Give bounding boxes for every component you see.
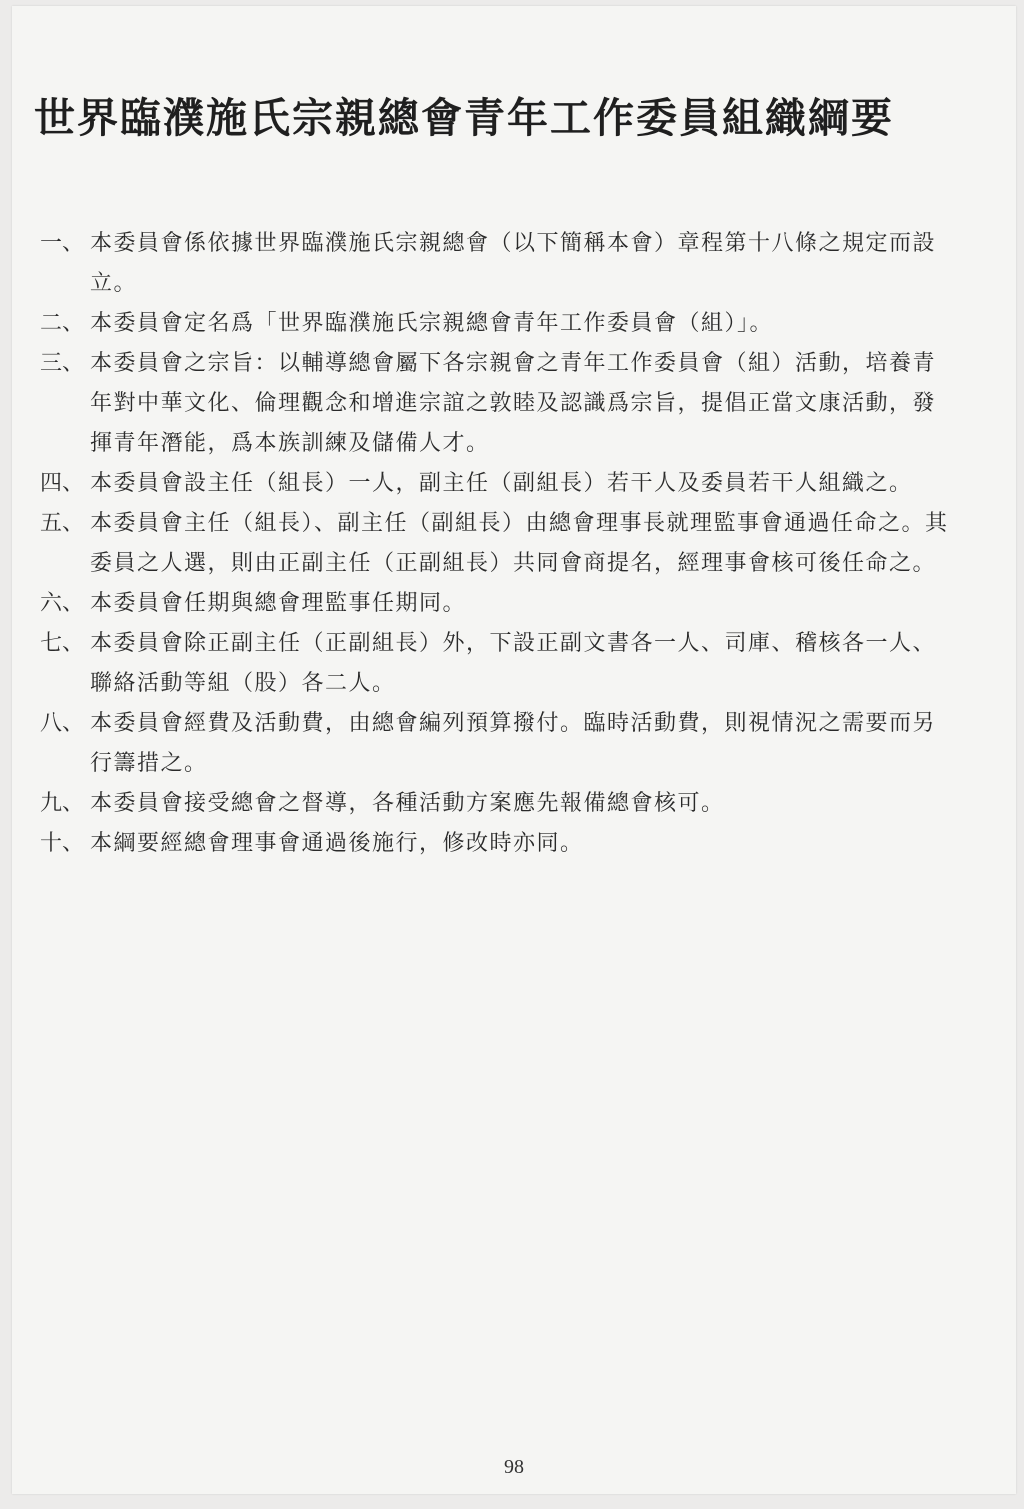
article-item: [40, 344, 952, 464]
article-number: 十、: [40, 831, 85, 856]
article-number: 八、: [40, 711, 85, 736]
article-number: 一、: [40, 231, 85, 256]
article-number: 七、: [40, 631, 85, 656]
article-item: [40, 704, 952, 784]
article-text: 本委員會經費及活動費，由總會編列預算撥付。臨時活動費，則視情況之需要而另行籌措之。: [90, 711, 937, 776]
article-number: 五、: [40, 511, 85, 536]
article-text: 本綱要經總會理事會通過後施行，修改時亦同。: [90, 831, 584, 856]
article-number: 二、: [40, 311, 85, 336]
article-item: [40, 224, 952, 304]
article-text: 本委員會定名爲「世界臨濮施氏宗親總會青年工作委員會（組）」。: [90, 311, 774, 336]
article-text: 本委員會係依據世界臨濮施氏宗親總會（以下簡稱本會）章程第十八條之規定而設立。: [90, 231, 937, 296]
article-text: 本委員會之宗旨：以輔導總會屬下各宗親會之青年工作委員會（組）活動，培養青年對中華文化、倫理觀念和增進宗誼之敦睦及認識爲宗旨，提倡正當文康活動，發揮青年潛能，爲本族訓練及儲備人才。: [90, 351, 937, 456]
article-list: [40, 224, 952, 864]
article-text: 本委員會主任（組長）、副主任（副組長）由總會理事長就理監事會通過任命之。其委員之人選，則由正副主任（正副組長）共同會商提名，經理事會核可後任命之。: [90, 511, 949, 576]
article-item: [40, 464, 952, 504]
article-item: [40, 584, 952, 624]
article-text: 本委員會接受總會之督導，各種活動方案應先報備總會核可。: [90, 791, 725, 816]
article-number: 六、: [40, 591, 85, 616]
article-text: 本委員會除正副主任（正副組長）外，下設正副文書各一人、司庫、稽核各一人、聯絡活動等組（股）各二人。: [90, 631, 937, 696]
article-number: 四、: [40, 471, 85, 496]
article-item: [40, 304, 952, 344]
article-text: 本委員會任期與總會理監事任期同。: [90, 591, 467, 616]
article-text: 本委員會設主任（組長）一人，副主任（副組長）若干人及委員若干人組織之。: [90, 471, 913, 496]
document-title: 世界臨濮施氏宗親總會青年工作委員組織綱要: [34, 94, 894, 142]
article-item: [40, 504, 952, 584]
article-item: [40, 824, 952, 864]
article-item: [40, 624, 952, 704]
document-page: [12, 6, 1016, 1494]
article-number: 九、: [40, 791, 85, 816]
page-number: 98: [504, 1456, 524, 1478]
article-item: [40, 784, 952, 824]
article-number: 三、: [40, 351, 85, 376]
